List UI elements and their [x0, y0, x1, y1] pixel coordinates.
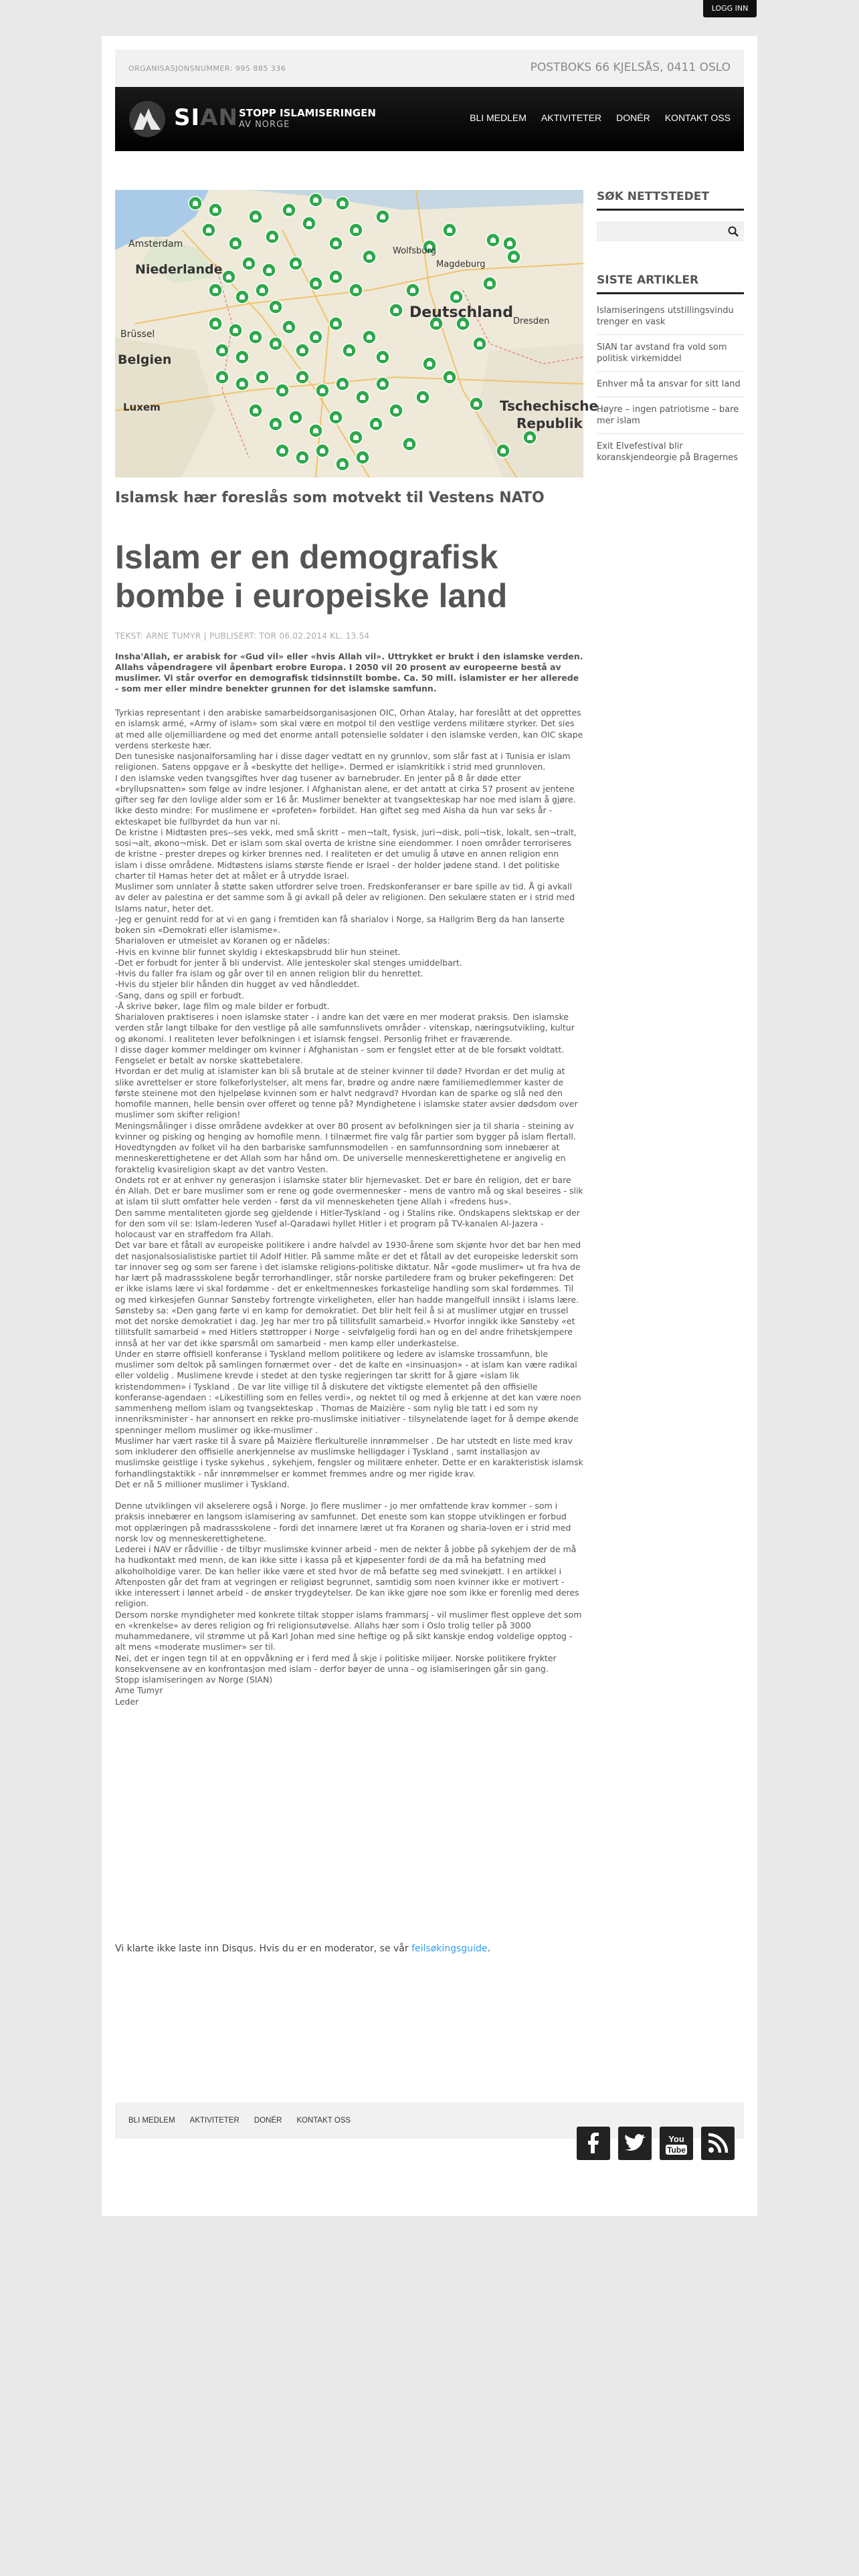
article-subtitle: Islamsk hær foreslås som motvekt til Vestens NATO — [115, 490, 545, 506]
rss-icon[interactable] — [701, 2127, 735, 2160]
mosque-marker-icon — [276, 444, 289, 457]
mosque-marker-icon — [316, 384, 329, 397]
mosque-marker-icon — [296, 370, 309, 384]
mosque-marker-icon — [309, 193, 322, 207]
mosque-marker-icon — [336, 457, 349, 471]
article-byline: TEKST: ARNE TUMYR | PUBLISERT: TOR 06.02.2014 KL. 13.54 — [115, 631, 370, 641]
mosque-marker-icon — [235, 290, 249, 304]
article-paragraph: I disse dager kommer meldinger om kvinner i Afghanistan - som er fengslet etter at de ble forsøkt voldtatt. Fengselet er betalt av norske skattebetalere. — [115, 1044, 565, 1065]
mosque-marker-icon — [376, 350, 389, 364]
mosque-marker-icon — [309, 330, 322, 344]
footer-nav-kontakt-oss[interactable]: KONTAKT OSS — [296, 2117, 351, 2125]
map-label-brussel: Brüssel — [120, 329, 155, 340]
article-paragraph: Dersom norske myndigheter med konkrete tiltak stopper islams frammarsj - vil muslimer flest oppleve det som en «krenkelse» av deres religion og fri religionsutøvelse. Allahs hær som i Oslo trolig teller på 3000 muhammedanere, vil strømme ut på Karl Johan med sine heftige og på sikt kanskje endog voldelige opptog - alt mens «moderate muslimer» ser til. — [115, 1609, 582, 1652]
mosque-marker-icon — [356, 451, 369, 464]
mosque-marker-icon — [282, 320, 296, 334]
mosque-marker-icon — [389, 304, 403, 317]
mosque-marker-icon — [229, 237, 242, 250]
article-paragraph: Den samme mentaliteten gjorde seg gjeldende i Hitler-Tyskland - og i Stalins rike. Ondskapens slektskap er der for den som vil se: Islam-lederen Yusef al-Qaradawi hyllet Hitler i et program på TV-kanalen Al-Jazera - holocaust var en straffedom fra Allah. — [115, 1207, 580, 1239]
article-paragraph: Meningsmålinger i disse områdene avdekker at over 80 prosent av befolkningen sier ja til sharia - steining av kvinner og pisking og henging av homofile menn. I tilnærmet fire valg får partier som bygger på islam flertall. Hovedtyngden av folket vil ha den barbariske samfunnsmodellen - en samfunnsordning som innebærer at menneskerettighetene er det Allah som har hånd om. De universelle menneskerettighetene er angivelig en foraktelig kvasireligion skapt av det vantro Vesten. — [115, 1120, 576, 1174]
mosque-marker-icon — [406, 284, 419, 297]
mosque-marker-icon — [309, 424, 322, 437]
search-heading: SØK NETTSTEDET — [597, 190, 744, 211]
mosque-marker-icon — [450, 290, 463, 304]
article-paragraph: Under en større offisiell konferanse i Tyskland mellom politikere og ledere av islamske trossamfunn, ble muslimer som deltok på samlingen fornærmet over - det de kalte en «insinuasjon» - at islam kan være radikal eller voldelig . Muslimene krevde i stedet at den tyske regjeringen tar skritt for å gjøre «islam lik kristendommen» i Tyskland . De var lite villige til å diskutere det viktigste elementet på den offisielle konferanse-agendaen : «Likestilling som en felles verdi», og nektet til og med å erkjenne at det kan være noen sammenheng mellom islam og tvangsekteskap . Thomas de Maizière - som nylig ble tatt i ed som ny innenriksminister - har annonsert en rekke pro-muslimske initiativer - tilsynelatende laget for å dempe økende spenninger mellom muslimer og ikke-muslimer . — [115, 1348, 581, 1435]
mosque-marker-icon — [486, 233, 500, 247]
mosque-marker-icon — [503, 237, 516, 250]
article-body — [115, 708, 583, 1925]
mosque-marker-icon — [443, 370, 456, 384]
mosque-marker-icon — [443, 223, 456, 237]
article-paragraph: Denne utviklingen vil akselerere også i Norge. Jo flere muslimer - jo mer omfattende krav kommer - som i praksis innebærer en langsom islamisering av samfunnet. Det eneste som kan stoppe utviklingen er forbud mot opplæringen på madrassskolene - fordi det innarnere læret ut fra Koranen og sharia-loven er i strid med norsk lov og menneskerettighetene. — [115, 1501, 571, 1543]
nav-kontakt-oss[interactable]: KONTAKT OSS — [664, 112, 731, 123]
mosque-marker-icon — [302, 217, 316, 230]
youtube-tube: Tube — [667, 2145, 686, 2155]
map-label-niederlande: Niederlande — [135, 262, 223, 277]
mosque-marker-icon — [249, 330, 262, 344]
mosque-marker-icon — [329, 237, 343, 250]
recent-heading: SISTE ARTIKLER — [597, 274, 744, 294]
logo-tagline-2: AV NORGE — [239, 120, 290, 130]
article-paragraph: Tyrkias representant i den arabiske samarbeidsorganisasjonen OIC, Orhan Atalay, har foreslått at det opprettes en islamsk armé, «Army of islam» som skal være en motpol til den vestlige verdens militære styrker. Det sies at med alle oljemilliardene og med det enorme antall potensielle soldater i den islamske verden, kan OIC skape verdens sterkeste hær. — [115, 708, 583, 750]
mosque-marker-icon — [289, 257, 302, 270]
article-paragraph: Det er nå 5 millioner muslimer i Tyskland. — [115, 1479, 290, 1489]
site-header — [115, 87, 744, 151]
mosque-marker-icon — [309, 277, 322, 290]
mosque-marker-icon — [349, 223, 363, 237]
article-paragraph: -Hvis en kvinne blir funnet skyldig i ekteskapsbrudd blir hun steinet. — [115, 946, 401, 957]
mosque-marker-icon — [507, 250, 520, 263]
recent-article-link[interactable]: Exit Elvefestival blir koranskjendeorgie på Bragernes — [597, 441, 738, 463]
mosque-marker-icon — [329, 411, 343, 424]
recent-article-link[interactable]: SIAN tar avstand fra vold som politisk virkemiddel — [597, 335, 744, 372]
footer-nav-aktiviteter[interactable]: AKTIVITETER — [189, 2117, 240, 2125]
mosque-marker-icon — [523, 431, 537, 444]
mosque-marker-icon — [363, 330, 376, 344]
article-paragraph: Sharialoven praktiseres i noen islamske stater - i andre kan det være en mer moderat praksis. Den islamske verden står langt tilbake for den vestlige på alle samfunnslivets områder - vitenskap, næringsutvikling, kultur og økonomi. I realiteten lever befolkningen i et islamsk fengsel. Personlig frihet er fraværende. — [115, 1012, 575, 1044]
mosque-marker-icon — [276, 384, 289, 397]
page-container — [102, 36, 757, 2216]
mosque-marker-icon — [256, 284, 269, 297]
mosque-marker-icon — [376, 210, 389, 223]
mosque-marker-icon — [356, 391, 369, 404]
mosque-marker-icon — [423, 357, 436, 370]
mosque-marker-icon — [202, 223, 215, 237]
mosque-marker-icon — [343, 344, 356, 357]
disqus-text: Vi klarte ikke laste inn Disqus. Hvis du er en moderator, se vår — [115, 1943, 412, 1954]
mosque-marker-icon — [363, 250, 376, 263]
search-input[interactable] — [597, 221, 728, 241]
mosque-marker-icon — [282, 203, 296, 217]
map-label-tschechische: Tschechische — [500, 398, 599, 414]
mosque-marker-icon — [269, 417, 282, 431]
mosque-marker-icon — [296, 451, 309, 464]
youtube-icon[interactable] — [660, 2127, 693, 2160]
mosque-marker-icon — [376, 377, 389, 391]
mosque-marker-icon — [296, 344, 309, 357]
mosque-marker-icon — [289, 411, 302, 424]
postal-address: POSTBOKS 66 KJELSÅS, 0411 OSLO — [530, 61, 731, 74]
mosque-marker-icon — [329, 317, 343, 330]
mosque-marker-icon — [262, 263, 276, 277]
mosque-marker-icon — [209, 317, 222, 330]
article-paragraph: Nei, det er ingen tegn til at en oppvåkning er i ferd med å skje i politiske miljøer. Norske politikere frykter konsekvensene av en konfrontasjon med islam - derfor bøyer de unna - og islamiseringen går sin gang. — [115, 1652, 557, 1674]
org-number: ORGANISASJONSNUMMER: 995 885 336 — [128, 64, 286, 73]
sidebar-recent — [597, 274, 744, 470]
recent-article-link[interactable]: Høyre – ingen patriotisme – bare mer islam — [597, 397, 744, 434]
mosque-marker-icon — [416, 391, 430, 404]
article-paragraph: Det var bare et fåtall av europeiske politikere i andre halvdel av 1930-årene som skjønte hvor det bar hen med det nasjonalsosialistiske partiet til Adolf Hitler. På samme måte er det et fåtall av det europeiske lederskit som tar innover seg og som ser farene i det islamske religions-politiske diktatur. Når «gode muslimer» ut fra hva de har lært på madrassskolene begår terrorhandlinger, står norske partiledere fram og bruker pekefingeren: Det er ikke islams lære vi skal fordømme - det er enkeltmenneskes forkastelige handling som skal fordømmes. Til og med kirkesjefen Gunnar Sønsteby fortrengte virkeligheten, eller han hadde mangelfull innsikt i islams lære. Sønsteby sa: «Den gang førte vi en kamp for demokratiet. Det blir helt feil å si at muslimer utgjør en trussel mot det norske demokratiet i dag. Jeg har mer tro på tillitsfullt samarbeid.» Hvorfor inngikk ikke Sønsteby «et tillitsfullt samarbeid » med Hitlers støttropper i Norge - selvfølgelig fordi han og en del andre frihetskjempere innså at her var det ikke spørsmål om samarbeid - men kamp eller underkastelse. — [115, 1240, 581, 1348]
nav-aktiviteter[interactable]: AKTIVITETER — [541, 112, 602, 123]
mosque-marker-icon — [222, 270, 235, 284]
recent-article-link[interactable]: Islamiseringens utstillingsvindu trenger en vask — [597, 294, 744, 335]
mosque-marker-icon — [316, 444, 329, 457]
map-label-amsterdam: Amsterdam — [128, 239, 183, 249]
nav-doner[interactable]: DONÉR — [616, 112, 650, 123]
mosque-marker-icon — [215, 344, 229, 357]
sidebar-search — [597, 190, 744, 241]
mosque-marker-icon — [235, 350, 249, 364]
mosque-marker-icon — [249, 210, 262, 223]
article-title: Islam er en demografisk bombe i europeiske land — [115, 538, 508, 615]
mosque-marker-icon — [483, 277, 496, 290]
mosque-marker-icon — [189, 197, 202, 210]
article-paragraph: -Hvis du faller fra islam og går over til en annen religion blir du henrettet. — [115, 968, 423, 978]
mosque-marker-icon — [249, 404, 262, 417]
logo-si: SI — [174, 104, 201, 131]
troubleshooting-link[interactable]: feilsøkingsguide — [411, 1943, 488, 1954]
mosque-marker-icon — [336, 377, 349, 391]
article-paragraph: Arne Tumyr — [115, 1685, 163, 1696]
logo-tagline-1: STOPP ISLAMISERINGEN — [239, 107, 376, 119]
article-paragraph: I den islamske veden tvangsgiftes hver dag tusener av barnebruder. En jenter på 8 år døde etter «bryllupsnatten» som følge av indre lesjoner. I Afghanistan alene, er det antatt at cirka 57 prosent av jentene gifter seg før den lovlige alder som er 16 år. Muslimer benekter at tvangsekteskap har noe med islam å gjøre. — [115, 772, 576, 804]
mosque-marker-icon — [389, 404, 403, 417]
article-paragraph: De kristne i Midtøsten pres--ses vekk, med små skritt – men¬talt, fysisk, juri¬disk, poli¬tisk, lokalt, sen¬tralt, sosi¬alt, økono¬misk. Det er islam som skal overta de kristne sine eiendommer. I noen områder terroriseres de kristne - prester drepes og kirker brennes ned. I realiteten er det umulig å utøve en annen religion enn islam i disse områdene. Midtøstens islams største fiende er Israel - der holder jødene stand. I det politiske charter til Hamas heter det at målet er å utrydde Israel. — [115, 827, 577, 881]
article-paragraph: Muslimer har vært raske til å svare på Maizière flerkulturelle innrømmelser . De har utstedt en liste med krav som inkluderer den offisielle anerkjennelse av muslimske helligdager i Tyskland , samt installasjon av muslimske geistlige i tyske sykehus , sykehjem, fengsler og militære enheter. Dette er en karakteristisk islamsk forhandlingstaktikk - når innrømmelser er kommet fremmes andre og mer rigide krav. — [115, 1435, 583, 1479]
article-paragraph: Sharialoven er utmeislet av Koranen og er nådeløs: — [115, 936, 330, 946]
mosque-map-image — [115, 190, 599, 477]
article-paragraph: -Jeg er genuint redd for at vi en gang i fremtiden kan få sharialov i Norge, sa Hallgrim Berg da han lanserte boken sin «Demokrati eller islamisme». — [115, 914, 565, 935]
article-lead: Insha'Allah, er arabisk for «Gud vil» eller «hvis Allah vil». Uttrykket er brukt i den islamske verden. Allahs våpendragere vil åpenbart erobre Europa. I 2050 vil 20 prosent av europeerne bestå av muslimer. Vi står overfor en demografisk tidsinnstilt bombe. Ca. 50 mill. islamister er her allerede - som mer eller mindre benekter grunnen for det islamske samfunn. — [115, 651, 583, 693]
map-label-wolfsburg: Wolfsburg — [393, 246, 436, 256]
map-label-dresden: Dresden — [513, 316, 550, 326]
mosque-marker-icon — [349, 431, 363, 444]
mosque-marker-icon — [256, 370, 269, 384]
search-icon[interactable] — [728, 226, 739, 237]
mosque-marker-icon — [473, 337, 486, 350]
article-paragraph: -Sang, dans og spill er forbudt. — [115, 990, 244, 1000]
mosque-marker-icon — [235, 377, 249, 391]
footer-nav-bli-medlem[interactable]: BLI MEDLEM — [128, 2117, 175, 2125]
facebook-icon[interactable] — [577, 2127, 610, 2160]
nav-bli-medlem[interactable]: BLI MEDLEM — [470, 112, 527, 123]
mosque-marker-icon — [209, 203, 222, 217]
mosque-marker-icon — [369, 417, 383, 431]
mosque-marker-icon — [403, 437, 416, 451]
article-paragraph — [115, 1490, 583, 1501]
mosque-marker-icon — [229, 324, 242, 337]
mosque-marker-icon — [215, 370, 229, 384]
article-paragraph: -Å skrive bøker, lage film og male bilder er forbudt. — [115, 1000, 330, 1011]
logo-an: AN — [200, 104, 238, 131]
article-paragraph: Lederei i NAV er rådvillie - de tilbyr muslimske kvinner arbeid - men de nekter å jobbe på sykehjem der de må ha hudkontakt med menn, de kan ikke sitte i kassa på et kjøpesenter fordi de da må ha befatning med alkoholholdige varer. De kan heller ikke være et sted hvor de må befatte seg med svinekjøtt. I en artikkel i Aftenposten går det fram at vegringen er religiøst begrunnet, samtidig som noen kvinner ikke er motivert - ikke interessert i lønnet arbeid - de ønsker trygdeytelser. De kan ikke gjøre noe som ikke er forenlig med deres religion. — [115, 1544, 579, 1609]
map-label-republik: Republik — [516, 415, 583, 431]
mosque-marker-icon — [242, 257, 256, 270]
mosque-marker-icon — [269, 300, 282, 314]
top-info-bar — [115, 49, 744, 87]
map-label-deutschland: Deutschland — [409, 304, 513, 321]
article-paragraph: -Det er forbudt for jenter å bli undervist. Alle jenteskoler skal stenges umiddelbart. — [115, 957, 462, 968]
article-paragraph: Den tunesiske nasjonalforsamling har i disse dager vedtatt en ny grunnlov, som slår fast at i Tunisia er islam religionen. Satens oppgave er å «beskytte det hellige». Dermed er islamkritikk i strid med grunnloven. — [115, 751, 571, 772]
article-paragraph: Ondets rot er at enhver ny generasjon i islamske stater blir hjernevasket. Det er bare én religion, det er bare én Allah. Det er bare muslimer som er rene og gode overmennesker - mens de vantro må og skal beseires - slik at islam til slutt omfatter hele verden - først da vil menneskeheten tjene Allah i «fredens hus». — [115, 1174, 583, 1207]
main-nav — [470, 112, 731, 123]
login-button[interactable]: LOGG INN — [703, 0, 757, 17]
article-paragraph: Muslimer som unnlater å støtte saken utfordrer selve troen. Fredskonferanser er bare spille av tid. Å gi avkall av deler av palestina er det samme som å gi avkall på deler av religionen. Den sekulære staten er i strid med Islams natur, heter det. — [115, 881, 575, 914]
mosque-marker-icon — [266, 230, 279, 243]
disqus-end: . — [487, 1943, 490, 1954]
footer-nav-doner[interactable]: DONÉR — [254, 2117, 282, 2125]
youtube-you: You — [668, 2134, 684, 2144]
article-paragraph: Leder — [115, 1696, 139, 1707]
mosque-marker-icon — [349, 284, 363, 297]
mosque-marker-icon — [336, 197, 349, 210]
mosque-marker-icon — [269, 337, 282, 350]
map-label-magdeburg: Magdeburg — [436, 259, 486, 270]
recent-article-link[interactable]: Enhver må ta ansvar for sitt land — [597, 372, 744, 397]
wolf-logo-icon[interactable] — [128, 100, 166, 138]
article-paragraph: -Hvis du stjeler blir hånden din hugget av ved håndleddet. — [115, 979, 360, 990]
logo-wordmark[interactable] — [174, 104, 238, 131]
article-paragraph: Hvordan er det mulig at islamister kan bli så brutale at de steiner kvinner til døde? Hvordan er det mulig at slike avrettelser er store folkeforlystelser, alt mens far, brødre og andre nære familiemedlemmer kaster de første steinene mot den hjelpeløse kvinnen som er halvt nedgravd? Hvordan kan de sparke og slå ned den homofile mannen, helle bensin over offeret og tenne på? Myndighetene i islamske stater avsier dødsdom over muslimer som skifter religion! — [115, 1066, 578, 1120]
article-paragraph: Ikke desto mindre: For muslimene er «profeten» forbildet. Han giftet seg med Aisha da hun var seks år - ekteskapet ble fullbyrdet da hun var ni. — [115, 805, 553, 827]
disqus-notice — [115, 1943, 490, 1954]
mosque-marker-icon — [209, 284, 222, 297]
mosque-marker-icon — [470, 397, 483, 411]
twitter-icon[interactable] — [618, 2127, 652, 2160]
article-paragraph: Stopp islamiseringen av Norge (SIAN) — [115, 1675, 273, 1685]
search-box — [597, 221, 744, 241]
mosque-marker-icon — [496, 444, 510, 457]
map-label-belgien: Belgien — [118, 352, 172, 367]
mosque-marker-icon — [329, 270, 343, 284]
map-label-luxem: Luxem — [123, 401, 161, 413]
